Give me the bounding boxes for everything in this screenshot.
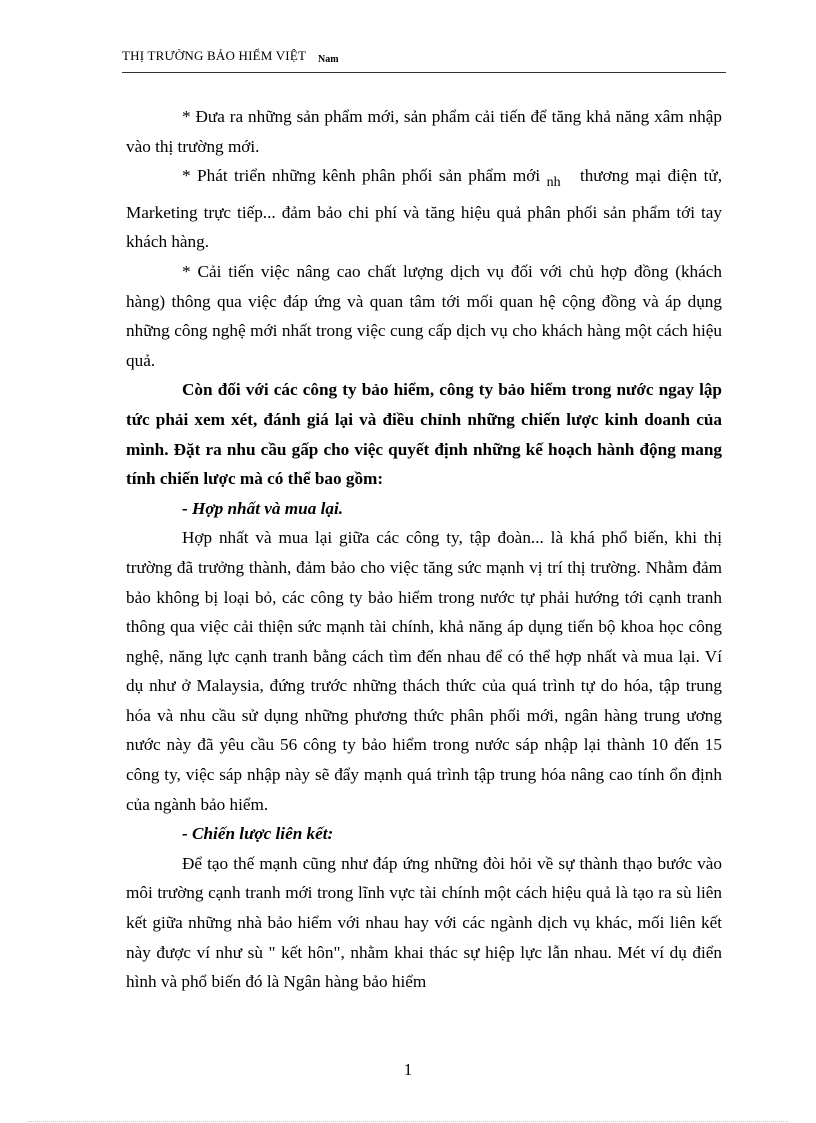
paragraph-bold-intro: Còn đối với các công ty bảo hiểm, công ty bảo hiểm trong nước ngay lập tức phải xem xét, đánh giá lại và điều chỉnh những chiến lược kinh doanh của mình. Đặt ra nhu cầu gấp cho việc quyết định những kế hoạch hành động mang tính chiến lược mà có thể bao gồm: — [126, 380, 722, 489]
paragraph-bullet-3: * Cải tiến việc nâng cao chất lượng dịch vụ đối với chủ hợp đồng (khách hàng) thông qua việc đáp ứng và quan tâm tới mối quan hệ cộng đồng và áp dụng những công nghệ mới nhất trong việc cung cấp dịch vụ cho khách hàng một cách hiệu quả. — [126, 261, 722, 370]
paragraph-merger: Hợp nhất và mua lại giữa các công ty, tập đoàn... là khá phổ biến, khi thị trường đã trưởng thành, đảm bảo cho việc tăng sức mạnh vị trí thị trường. Nhằm đảm bảo không bị loại bỏ, các công ty bảo hiểm trong nước tự phải hướng tới cạnh tranh thông qua việc cải thiện sức mạnh tài chính, khả năng áp dụng tiến bộ khoa học công nghệ, năng lực cạnh tranh bằng cách tìm đến nhau để có thể hợp nhất và mua lại. Ví dụ như ở Malaysia, đứng trước những thách thức của quá trình tự do hóa, tập trung hóa và nhu cầu sử dụng những phương thức phân phối mới, ngân hàng trung ương nước này đã yêu cầu 56 công ty bảo hiểm trong nước sáp nhập lại thành 10 đến 15 công ty, việc sáp nhập này sẽ đẩy mạnh quá trình tập trung hóa nâng cao tính ổn định của ngành bảo hiểm. — [126, 528, 722, 814]
header-title: THỊ TRƯỜNG BẢO HIỂM VIỆT — [122, 48, 307, 63]
paragraph-bullet-1: * Đưa ra những sản phẩm mới, sản phẩm cải tiến để tăng khả năng xâm nhập vào thị trường mới. — [126, 107, 722, 156]
document-body — [126, 102, 722, 997]
page-number: 1 — [403, 1060, 413, 1079]
paragraph-alliance: Để tạo thế mạnh cũng như đáp ứng những đòi hỏi về sự thành thạo bước vào môi trường cạnh tranh mới trong lĩnh vực tài chính một cách hiệu quả là tạo ra sù liên kết giữa những nhà bảo hiểm với nhau hay với các ngành dịch vụ khác, mối liên kết này được ví như sù " kết hôn", nhằm khai thác sự hiệp lực lẫn nhau. Mét ví dụ điển hình và phổ biến đó là Ngân hàng bảo hiểm — [126, 853, 722, 992]
page-header — [122, 44, 726, 73]
paragraph-bullet-2-start: * Phát triển những kênh phân phối sản phẩm mới — [182, 166, 541, 186]
section-heading-merger: - Hợp nhất và mua lại. — [182, 498, 344, 518]
paragraph-bullet-2 — [126, 161, 722, 257]
section-heading-alliance: - Chiến lược liên kết: — [182, 824, 334, 844]
footer-divider — [28, 1121, 788, 1122]
paragraph-bullet-2-end: thương mại điện tử, Marketing trực tiếp... đảm bảo chi phí và tăng hiệu quả phân phối sản phẩm tới tay khách hàng. — [126, 166, 723, 252]
paragraph-bullet-2-fragment: nh — [546, 175, 561, 191]
header-subtitle: Nam — [318, 54, 339, 65]
